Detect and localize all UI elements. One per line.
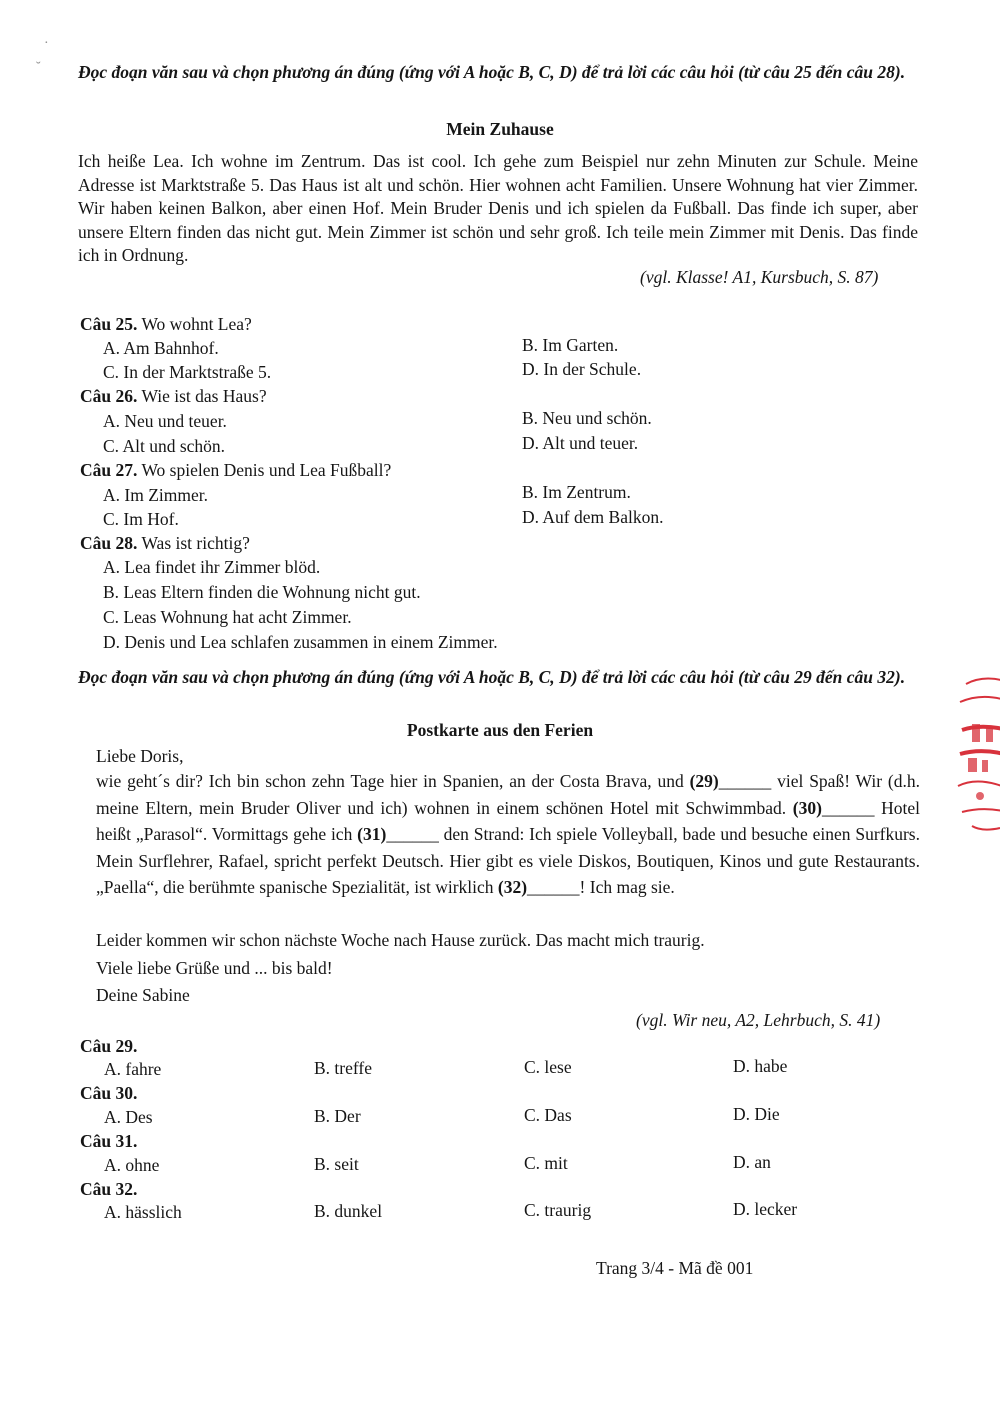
section1-source: (vgl. Klasse! A1, Kursbuch, S. 87) [640,267,879,287]
question-text: Was ist richtig? [141,533,250,553]
section2-source: (vgl. Wir neu, A2, Lehrbuch, S. 41) [636,1010,881,1030]
q27-option-d[interactable]: D. Auf dem Balkon. [522,507,664,527]
section1-reading-text: Ich heiße Lea. Ich wohne im Zentrum. Das ist cool. Ich gehe zum Beispiel nur zehn Minuten zur Schule. Meine Adresse ist Marktstraße 5. Das Haus ist alt und schön. Hier wohnen acht Familien. Unsere Wohnung hat vier Zimmer. Wir haben keinen Balkon, aber einen Hof. Mein Bruder Denis und ich spielen da Fußball. Das finde ich super, aber unsere Eltern finden das nicht gut. Mein Zimmer ist schön und sehr groß. Ich teile mein Zimmer mit Denis. Das finde ich in Ordnung. [78,151,918,265]
question-32 [80,1179,137,1200]
q30-option-d[interactable]: D. Die [733,1104,780,1124]
letter-text: ______ den Strand: Ich spiele Volleyball, bade und besuche einen Surfkurs. Mein Surflehrer, Rafael, spricht perfekt Deutsch. Hier gibt es viele Diskos, Boutiquen, Kinos und gute Restaurants. „Paella“, die berühmte spanische Spezialität, ist wirklich [96,824,920,897]
letter-text: ______! Ich mag sie. [527,877,675,897]
q25-option-c[interactable]: C. In der Marktstraße 5. [103,362,272,382]
section2-title: Postkarte aus den Ferien [406,720,594,740]
question-29 [80,1036,137,1057]
q29-option-b[interactable]: B. treffe [314,1058,372,1078]
blank-32-number: (32) [497,877,528,897]
question-number: Câu 28. [80,533,138,553]
q31-option-a[interactable]: A. ohne [104,1155,160,1175]
question-27 [80,460,391,481]
official-stamp-icon [952,662,1000,842]
question-text: Wie ist das Haus? [141,386,267,406]
q32-option-a[interactable]: A. hässlich [104,1202,182,1222]
q30-option-a[interactable]: A. Des [104,1107,153,1127]
question-text: Wo wohnt Lea? [141,314,252,334]
question-28 [80,533,250,554]
q31-option-b[interactable]: B. seit [314,1154,359,1174]
question-number: Câu 25. [80,314,138,334]
section2-instruction: Đọc đoạn văn sau và chọn phương án đúng (ứng với A hoặc B, C, D) để trả lời các câu hỏi (từ câu 29 đến câu 32). [78,667,906,687]
blank-30-number: (30) [792,797,822,818]
letter-body [96,768,920,901]
question-31 [80,1131,137,1152]
letter-text: ______ Hotel heißt „Parasol“. Vormittags gehe ich [96,797,920,844]
q27-option-c[interactable]: C. Im Hof. [103,509,179,529]
q27-option-a[interactable]: A. Im Zimmer. [103,485,208,505]
q28-option-b[interactable]: B. Leas Eltern finden die Wohnung nicht gut. [103,582,421,602]
question-number: Câu 27. [80,460,138,480]
q30-option-c[interactable]: C. Das [524,1105,572,1125]
q28-option-d[interactable]: D. Denis und Lea schlafen zusammen in einem Zimmer. [103,632,498,652]
question-30 [80,1083,137,1104]
letter-line-sad: Leider kommen wir schon nächste Woche nach Hause zurück. Das macht mich traurig. [96,930,705,950]
q25-option-a[interactable]: A. Am Bahnhof. [103,338,219,358]
letter-signature: Deine Sabine [96,985,190,1005]
q32-option-d[interactable]: D. lecker [733,1199,798,1219]
blank-31-number: (31) [357,824,387,844]
q31-option-c[interactable]: C. mit [524,1153,568,1173]
q25-option-d[interactable]: D. In der Schule. [522,359,642,379]
section1-title: Mein Zuhause [446,119,554,139]
blank-29-number: (29) [689,771,719,791]
q26-option-b[interactable]: B. Neu und schön. [522,408,652,428]
scan-speck: · [44,36,49,51]
letter-text: wie geht´s dir? Ich bin schon zehn Tage hier in Spanien, an der Costa Brava, und [96,771,690,791]
q25-option-b[interactable]: B. Im Garten. [522,335,619,355]
q26-option-a[interactable]: A. Neu und teuer. [103,411,227,431]
page-footer: Trang 3/4 - Mã đề 001 [596,1258,754,1278]
q32-option-c[interactable]: C. traurig [524,1200,592,1220]
q28-option-a[interactable]: A. Lea findet ihr Zimmer blöd. [103,557,321,577]
question-text: Wo spielen Denis und Lea Fußball? [141,460,392,480]
question-25 [80,314,252,335]
letter-text: ______ viel Spaß! Wir (d.h. meine Eltern, mein Bruder Oliver und ich) wohnen in einem schönen Hotel mit Schwimmbad. [96,771,920,818]
question-number: Câu 30. [80,1083,138,1103]
q28-option-c[interactable]: C. Leas Wohnung hat acht Zimmer. [103,607,352,627]
q31-option-d[interactable]: D. an [733,1152,771,1172]
question-number: Câu 32. [80,1179,138,1199]
scan-speck: ˘ [36,60,41,75]
question-number: Câu 31. [80,1131,138,1151]
question-number: Câu 29. [80,1036,138,1056]
q27-option-b[interactable]: B. Im Zentrum. [522,482,631,502]
q30-option-b[interactable]: B. Der [314,1106,361,1126]
q29-option-d[interactable]: D. habe [733,1056,788,1076]
q26-option-d[interactable]: D. Alt und teuer. [522,433,639,453]
section1-instruction: Đọc đoạn văn sau và chọn phương án đúng (ứng với A hoặc B, C, D) để trả lời các câu hỏi (từ câu 25 đến câu 28). [78,62,906,82]
q29-option-c[interactable]: C. lese [524,1057,572,1077]
q32-option-b[interactable]: B. dunkel [314,1201,383,1221]
question-number: Câu 26. [80,386,138,406]
letter-greeting: Liebe Doris, [96,746,184,766]
letter-line-bye: Viele liebe Grüße und ... bis bald! [96,958,333,978]
q29-option-a[interactable]: A. fahre [104,1059,162,1079]
question-26 [80,386,267,407]
q26-option-c[interactable]: C. Alt und schön. [103,436,226,456]
